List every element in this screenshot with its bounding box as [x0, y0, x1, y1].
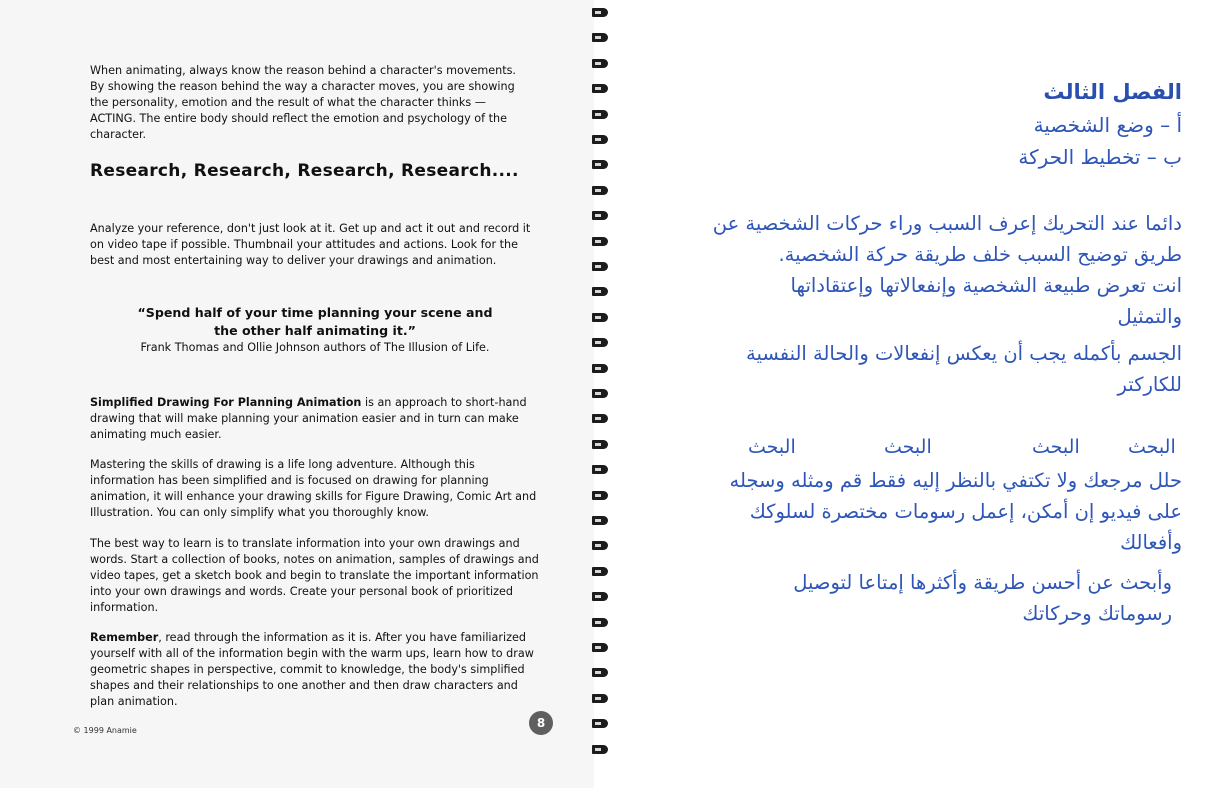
spiral-coil: [592, 694, 608, 703]
simplified-rest: is an approach to short-hand drawing that will make planning your animation easier and in turn can make animating much easier.: [90, 396, 527, 441]
arabic-line: انت تعرض طبيعة الشخصية وإنفعالاتها وإعتقاداتها: [790, 274, 1182, 297]
spiral-coil: [592, 491, 608, 500]
spiral-coil: [592, 414, 608, 423]
arabic-chapter-title: الفصل الثالث: [1043, 80, 1182, 104]
arabic-research-word-1: البحث: [1128, 436, 1176, 458]
spiral-coil: [592, 287, 608, 296]
quote-block: [120, 304, 510, 340]
spiral-coil: [592, 160, 608, 169]
arabic-line: والتمثيل: [1117, 305, 1182, 328]
spiral-coil: [592, 516, 608, 525]
spiral-coil: [592, 237, 608, 246]
spiral-coil: [592, 389, 608, 398]
spiral-coil: [592, 745, 608, 754]
arabic-line: وأبحث عن أحسن طريقة وأكثرها إمتاعا لتوصيل: [793, 571, 1172, 594]
arabic-paragraph-3: [682, 465, 1182, 558]
arabic-subtitle-a: أ – وضع الشخصية: [1033, 113, 1182, 137]
spiral-coil: [592, 262, 608, 271]
simplified-bold-term: Simplified Drawing For Planning Animation: [90, 396, 362, 409]
arabic-line: حلل مرجعك ولا تكتفي بالنظر إليه فقط قم ومثله وسجله: [729, 469, 1182, 492]
quote-attribution: Frank Thomas and Ollie Johnson authors of The Illusion of Life.: [140, 341, 490, 354]
spiral-coil: [592, 84, 608, 93]
arabic-research-word-4: البحث: [748, 436, 796, 458]
spiral-coil: [592, 567, 608, 576]
spiral-coil: [592, 8, 608, 17]
remember-bold-term: Remember: [90, 631, 159, 644]
spiral-coil: [592, 338, 608, 347]
copyright-footer: © 1999 Anamie: [73, 726, 137, 735]
spiral-coil: [592, 211, 608, 220]
quote-line-1: “Spend half of your time planning your scene and: [137, 305, 493, 320]
arabic-subtitle-b: ب – تخطيط الحركة: [1018, 145, 1182, 169]
page-number-badge: 8: [529, 711, 553, 735]
arabic-paragraph-2: [682, 338, 1182, 400]
arabic-line: للكاركتر: [1117, 373, 1182, 396]
spiral-coil: [592, 110, 608, 119]
mastering-paragraph: Mastering the skills of drawing is a life long adventure. Although this information has been simplified and is focused on drawing for planning animation, it will enhance your drawing skills for Figure Drawing, Comic Art and Illustration. You can only simplify what you thoroughly know.: [90, 458, 537, 519]
arabic-line: دائما عند التحريك إعرف السبب وراء حركات الشخصية عن: [712, 212, 1182, 235]
spiral-coil: [592, 541, 608, 550]
arabic-paragraph-4: [702, 567, 1172, 629]
arabic-line: طريق توضيح السبب خلف طريقة حركة الشخصية.: [778, 243, 1182, 266]
remember-paragraph: [90, 630, 542, 710]
spiral-coil: [592, 465, 608, 474]
arabic-line: رسوماتك وحركاتك: [1022, 602, 1172, 625]
spiral-coil: [592, 186, 608, 195]
arabic-paragraph-1: [682, 208, 1182, 332]
arabic-line: الجسم بأكمله يجب أن يعكس إنفعالات والحالة النفسية: [746, 342, 1182, 365]
intro-paragraph: When animating, always know the reason behind a character's movements. By showing the reason behind the way a character moves, you are showing the personality, emotion and the result of what the character thinks — ACTING. The entire body should reflect the emotion and psychology of the character.: [90, 64, 516, 141]
remember-rest: , read through the information as it is. After you have familiarized yourself with all of the information begin with the warm ups, learn how to draw geometric shapes in perspective, commit to knowledge, the body's simplified shapes and their relationships to one another and then draw characters and plan animation.: [90, 631, 534, 708]
arabic-line: وأفعالك: [1120, 531, 1182, 554]
analyze-paragraph: Analyze your reference, don't just look at it. Get up and act it out and record it on video tape if possible. Thumbnail your attitudes and actions. Look for the best and most entertaining way to deliver your drawings and animation.: [90, 222, 531, 267]
left-page: [0, 0, 594, 788]
arabic-line: على فيديو إن أمكن، إعمل رسومات مختصرة لسلوكك: [749, 500, 1182, 523]
quote-line-2: the other half animating it.”: [214, 323, 416, 338]
simplified-paragraph: [90, 395, 530, 443]
spiral-coil: [592, 33, 608, 42]
best-way-paragraph: The best way to learn is to translate information into your own drawings and words. Start a collection of books, notes on animation, samples of drawings and video tapes, get a sketch book and begin to translate the important information into your own drawings and words. Create your personal book of prioritized information.: [90, 537, 539, 614]
spiral-coil: [592, 592, 608, 601]
spiral-coil: [592, 440, 608, 449]
spiral-coil: [592, 313, 608, 322]
spiral-coil: [592, 618, 608, 627]
spiral-coil: [592, 719, 608, 728]
spiral-coil: [592, 135, 608, 144]
arabic-research-word-2: البحث: [1032, 436, 1080, 458]
spiral-coil: [592, 364, 608, 373]
arabic-research-word-3: البحث: [884, 436, 932, 458]
spiral-coil: [592, 668, 608, 677]
spiral-coil: [592, 643, 608, 652]
spiral-coil: [592, 59, 608, 68]
research-heading: Research, Research, Research, Research....: [90, 161, 519, 181]
